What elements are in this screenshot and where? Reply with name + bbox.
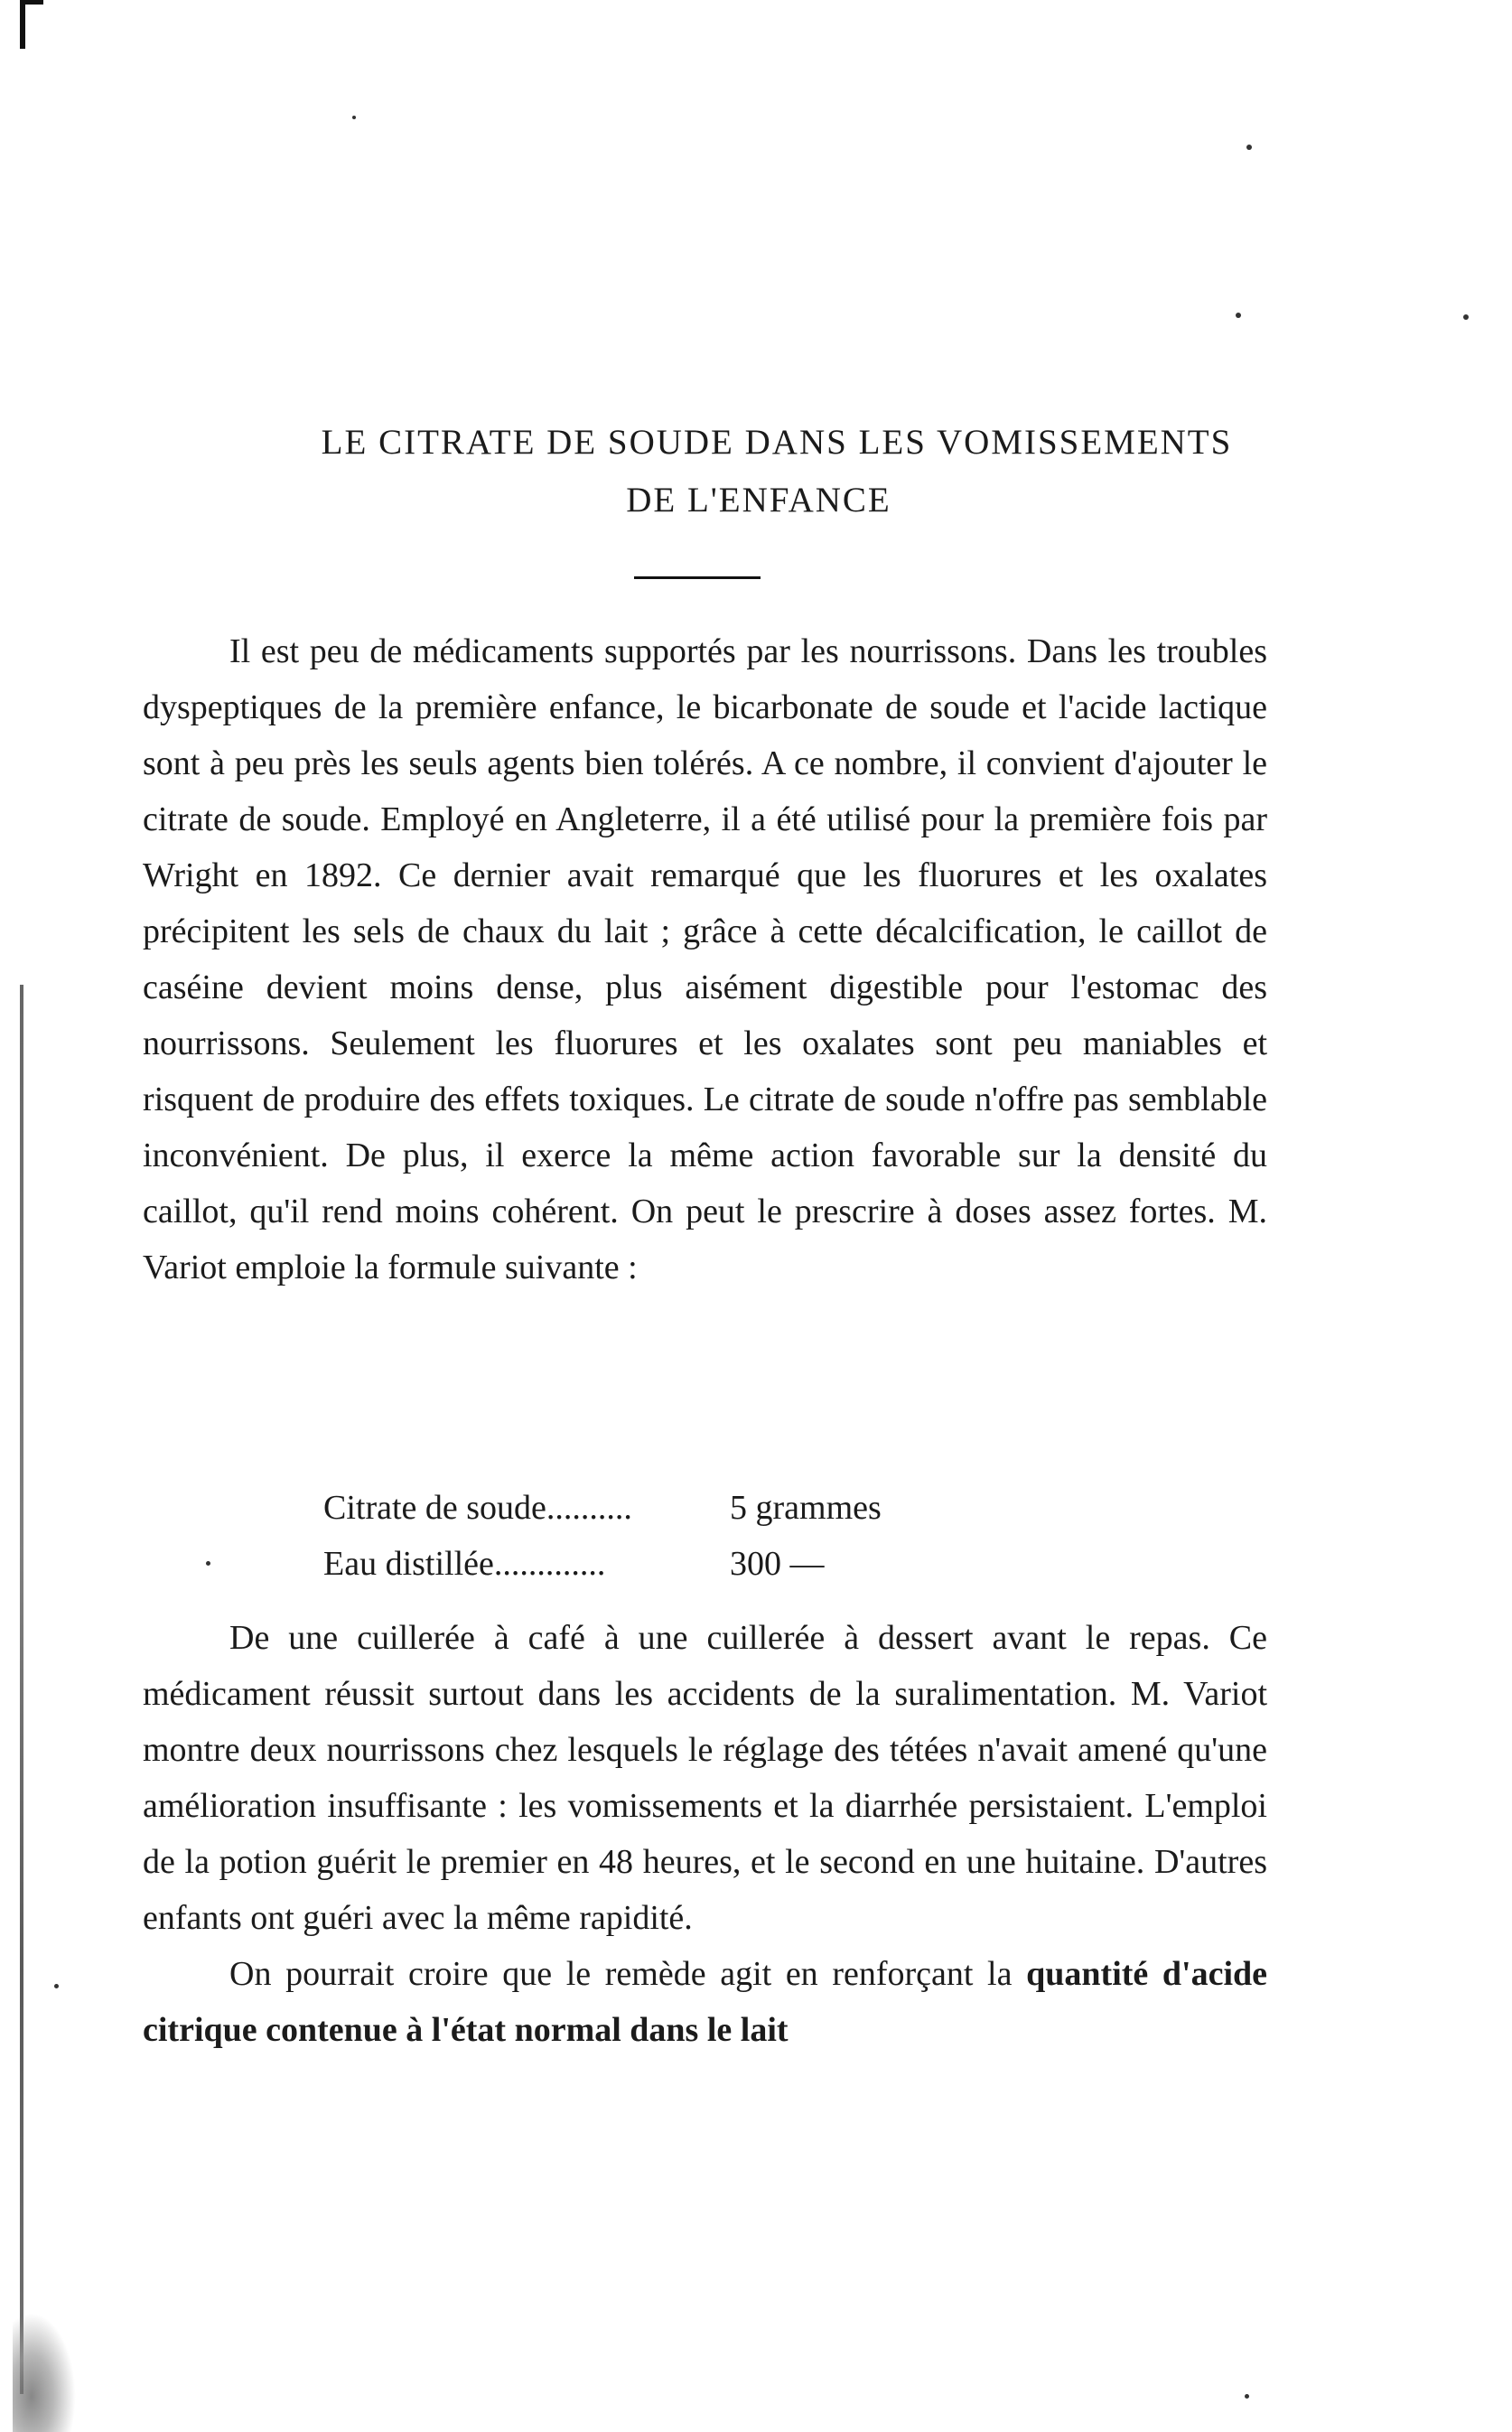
scan-speck xyxy=(206,1561,210,1566)
scan-left-edge xyxy=(20,985,23,2394)
scan-speck xyxy=(54,1984,59,1988)
paragraph xyxy=(143,1946,1267,2058)
formula-row xyxy=(323,1536,1136,1592)
formula-quantity: 5 grammes xyxy=(730,1489,882,1527)
article-title-line-2: DE L'ENFANCE xyxy=(626,481,891,519)
scan-speck xyxy=(1463,314,1469,320)
scan-speck xyxy=(1245,2394,1249,2399)
scan-binding-shadow xyxy=(13,2313,76,2432)
prescription-formula xyxy=(323,1480,1136,1592)
paragraph: De une cuillerée à café à une cuillerée à dessert avant le repas. Ce médicament réussit surtout dans les accidents de la suralimentation. M. Variot montre deux nourrissons chez lesquels le réglage des tétées n'avait amené qu'une amélioration insuffisante : les vomissements et la diarrhée persistaient. L'emploi de la potion guérit le premier en 48 heures, et le second en une huitaine. D'autres enfants ont guéri avec la même rapidité. xyxy=(143,1619,1267,1937)
article-title-line-1: LE CITRATE DE SOUDE DANS LES VOMISSEMENTS xyxy=(321,423,1233,462)
formula-quantity: 300 — xyxy=(730,1545,825,1583)
paragraph-text: On pourrait croire que le remède agit en renforçant la xyxy=(229,1955,1013,1993)
paragraph: Il est peu de médicaments supportés par les nourrissons. Dans les troubles dyspeptiques de la première enfance, le bicarbonate de soude et l'acide lactique sont à peu près les seuls agents bien tolérés. A ce nombre, il convient d'ajouter le citrate de soude. Employé en Angleterre, il a été utilisé pour la première fois par Wright en 1892. Ce dernier avait remarqué que les fluorures et les oxalates précipitent les sels de chaux du lait ; grâce à cette décalcification, le caillot de caséine devient moins dense, plus aisément digestible pour l'estomac des nourrissons. Seulement les fluorures et les oxalates sont peu maniables et risquent de produire des effets toxiques. Le citrate de soude n'offre pas semblable inconvénient. De plus, il exerce la même action favorable sur la densité du caillot, qu'il rend moins cohérent. On peut le prescrire à doses assez fortes. M. Variot emploie la formule suivante : xyxy=(143,632,1267,1286)
scan-speck xyxy=(1236,313,1241,318)
article-body xyxy=(143,623,1267,1296)
formula-ingredient: Citrate de soude.......... xyxy=(323,1489,632,1527)
formula-ingredient: Eau distillée............. xyxy=(323,1545,606,1583)
scan-corner-mark xyxy=(20,0,43,49)
formula-row xyxy=(323,1480,1136,1536)
title-separator-rule xyxy=(634,576,761,579)
scan-speck xyxy=(1246,145,1252,150)
article-body-continued xyxy=(143,1610,1267,2058)
paragraph-text-bold: quantité d'acide citrique contenue à l'état normal dans le lait xyxy=(143,1955,1268,2049)
scan-speck xyxy=(352,116,356,119)
